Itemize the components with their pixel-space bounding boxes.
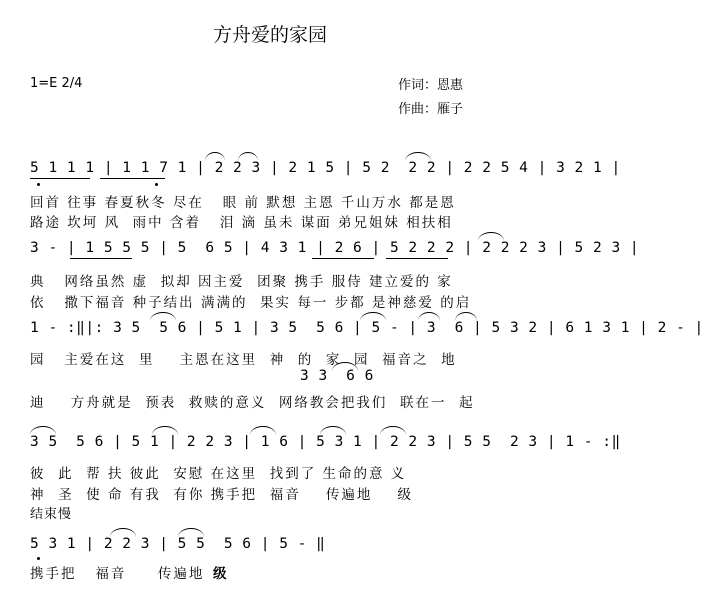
slur-mark — [478, 232, 504, 241]
alternate-notes: 3 3 6 6 — [300, 368, 374, 384]
beam-mark — [386, 258, 448, 259]
lyric-line-1a: 回首 往事 春夏秋冬 尽在 眼 前 默想 主恩 千山万水 都是恩 — [30, 195, 456, 211]
notation-line-3: 1 - :‖|: 3 5 5 6 | 5 1 | 3 5 5 6 | 5 - | 3 6 | 5 3 2 | 6 1 3 1 | 2 - | — [30, 320, 704, 336]
page-title: 方舟爱的家园 — [212, 24, 327, 46]
lyric-line-4b: 神 圣 使 命 有我 有你 携手把 福音 传遍地 级 — [30, 487, 414, 503]
slur-mark — [178, 528, 204, 537]
beam-mark — [100, 178, 165, 179]
octave-dot — [37, 183, 40, 186]
slur-mark — [380, 426, 406, 435]
slur-mark — [250, 426, 276, 435]
lyric-line-2a: 典 网络虽然 虚 拟却 因主爱 团聚 携手 服侍 建立爱的 家 — [30, 274, 453, 290]
octave-dot — [155, 183, 158, 186]
key-signature: 1=E 2/4 — [30, 76, 83, 91]
lyric-line-1b: 路途 坎坷 风 雨中 含着 泪 滴 虽未 谋面 弟兄姐妹 相扶相 — [30, 215, 453, 231]
lyricist-credit: 作词：恩惠 — [398, 78, 464, 93]
slur-mark — [110, 528, 136, 537]
composer-credit: 作曲：雁子 — [398, 102, 464, 117]
notation-line-2: 3 - | 1 5 5 5 | 5 6 5 | 4 3 1 | 2 6 | 5 2 2 2 | 2 2 2 3 | 5 2 3 | — [30, 240, 640, 256]
slur-mark — [405, 152, 431, 161]
lyric-line-5-end: 级 — [213, 566, 229, 582]
lyric-line-3b: 迪 方舟就是 预表 救赎的意义 网络教会把我们 联在一 起 — [30, 395, 475, 411]
slur-mark — [455, 312, 477, 321]
lyric-line-3a: 园 主爱在这 里 主恩在这里 神 的 家 园 福音之 地 — [30, 352, 457, 368]
slur-mark — [30, 426, 56, 435]
beam-mark — [30, 178, 90, 179]
lyric-line-2b: 依 撒下福音 种子结出 满满的 果实 每一 步都 是神慈爱 的启 — [30, 295, 472, 311]
slur-mark — [238, 152, 258, 161]
octave-dot — [37, 557, 40, 560]
beam-mark — [312, 258, 374, 259]
slur-mark — [320, 426, 346, 435]
ending-instruction: 结束慢 — [30, 507, 73, 522]
slur-mark — [360, 312, 386, 321]
notation-line-5: 5 3 1 | 2 2 3 | 5 5 5 6 | 5 - ‖ — [30, 536, 326, 552]
slur-mark — [205, 152, 225, 161]
lyric-line-4a: 彼 此 帮 扶 彼此 安慰 在这里 找到了 生命的意 义 — [30, 466, 407, 482]
lyric-line-5: 携手把 福音 传遍地 — [30, 566, 205, 582]
notation-line-4: 3 5 5 6 | 5 1 | 2 2 3 | 1 6 | 5 3 1 | 2 2 3 | 5 5 2 3 | 1 - :‖ — [30, 434, 621, 450]
slur-mark — [150, 312, 176, 321]
slur-mark — [418, 312, 440, 321]
beam-mark — [70, 258, 132, 259]
slur-mark — [152, 426, 178, 435]
notation-line-1: 5 1 1 1 | 1 1 7 1 | 2 2 3 | 2 1 5 | 5 2 2 2 | 2 2 5 4 | 3 2 1 | — [30, 160, 621, 176]
